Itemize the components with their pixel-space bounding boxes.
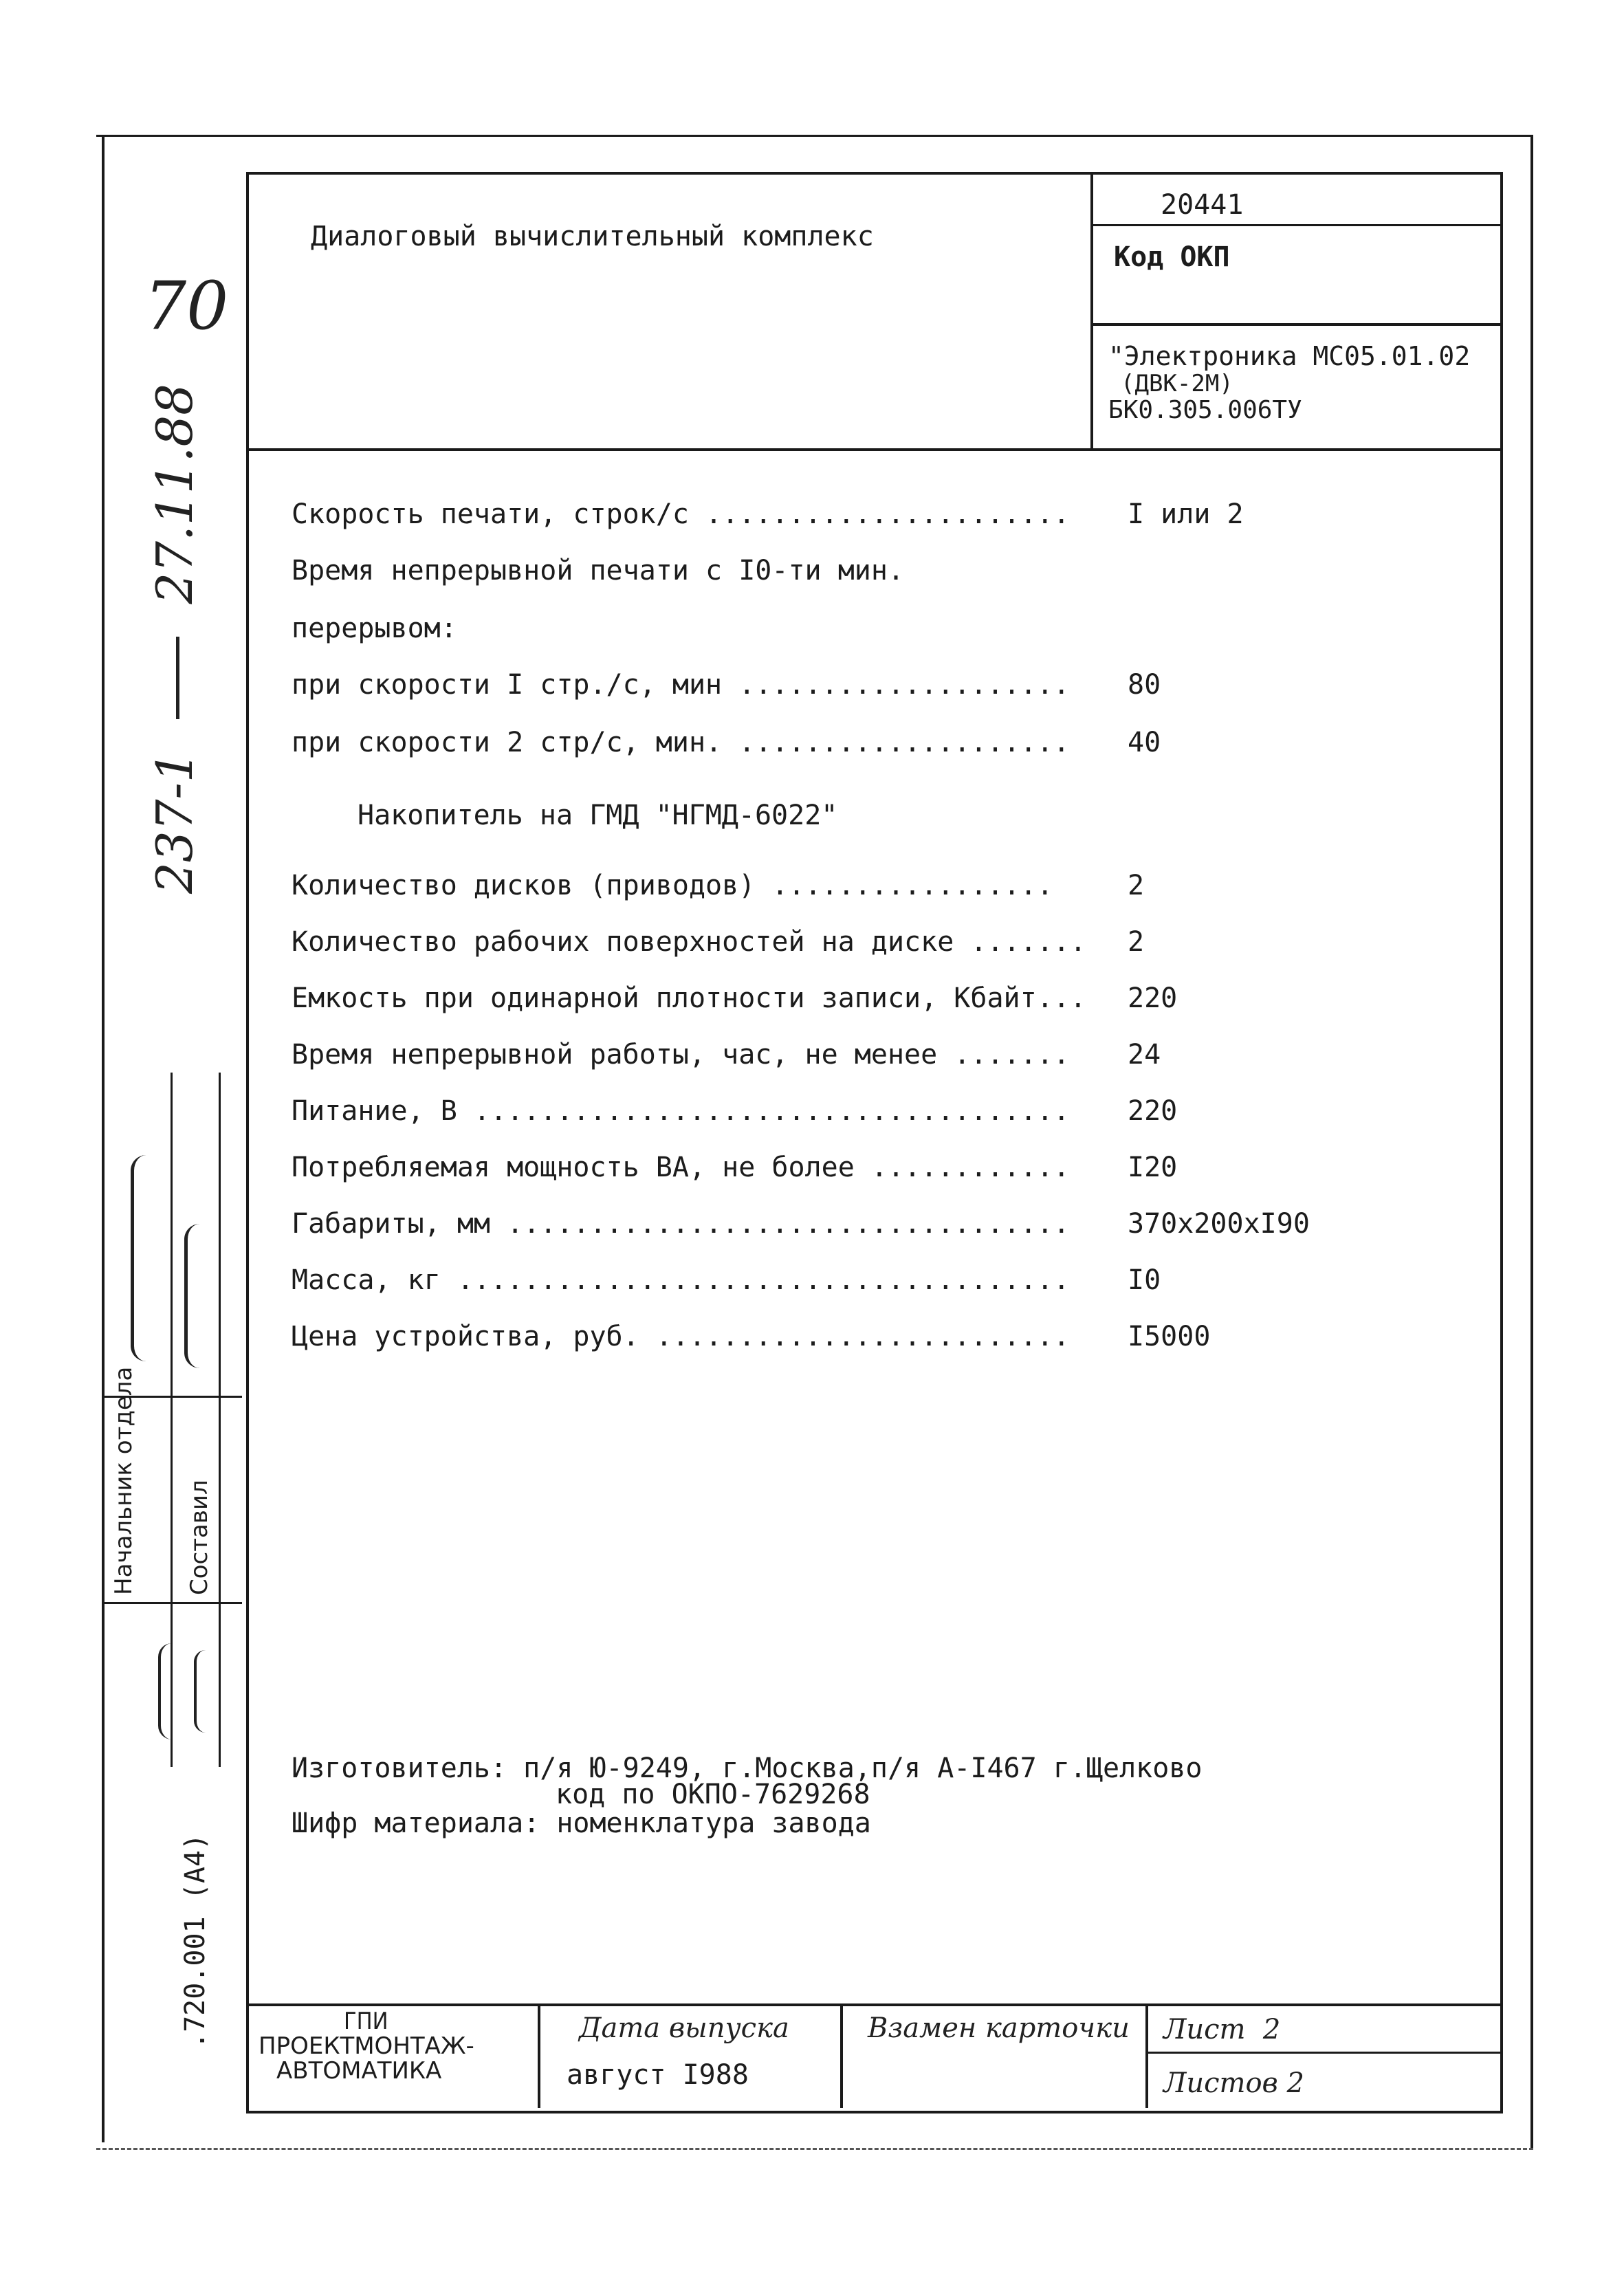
footer-sheet-divider xyxy=(1145,2052,1500,2054)
replaces-card-label: Взамен карточки xyxy=(868,2012,1130,2044)
header-code-line xyxy=(1090,224,1500,226)
spec-row-label: Количество рабочих поверхностей на диске ....... xyxy=(292,926,1086,958)
spec-row-label: Время непрерывной работы, час, не менее ....... xyxy=(292,1039,1070,1070)
spec-row-value: 2 xyxy=(1128,926,1145,958)
model-line-2: (ДВК-2М) xyxy=(1121,370,1233,397)
format-code xyxy=(179,1834,212,2049)
format-code-text: .720.001 (А4) xyxy=(179,1833,211,2049)
footer-col-line-3 xyxy=(1145,2003,1148,2108)
stamp-initials-2 xyxy=(194,1650,217,1733)
model-line-3: БК0.305.006ТУ xyxy=(1108,396,1302,424)
footer-top-line xyxy=(246,2003,1500,2006)
signature-scribble xyxy=(176,637,179,719)
stamp-label-author xyxy=(186,1480,213,1595)
top-edge-line xyxy=(96,135,1533,137)
org-line-1: ГПИ xyxy=(344,2008,388,2035)
speed1-label: при скорости I стр./с, мин .................... xyxy=(292,669,1070,701)
spec-row-label: Масса, кг ..................................... xyxy=(292,1264,1070,1296)
model-line-1: "Электроника МС05.01.02 xyxy=(1108,341,1471,371)
registration-date: 27.11.88 xyxy=(146,384,204,604)
speed2-label: при скорости 2 стр/с, мин. .................... xyxy=(292,727,1070,758)
stamp-label-author-text: Составил xyxy=(186,1480,213,1595)
org-line-3: АВТОМАТИКА xyxy=(276,2057,442,2085)
spec-row-label: Потребляемая мощность ВА, не более ............ xyxy=(292,1152,1070,1183)
footer-col-line-2 xyxy=(840,2003,843,2108)
registration-number: 237-1 xyxy=(146,751,204,894)
registration-note xyxy=(146,384,204,894)
product-class: Диалоговый вычислительный комплекс xyxy=(311,221,874,252)
spec-row-label: Габариты, мм .................................. xyxy=(292,1208,1070,1240)
spec-row-label: Питание, В .................................... xyxy=(292,1095,1070,1127)
stamp-label-head-text: Начальник отдела xyxy=(110,1366,138,1595)
drive-heading: Накопитель на ГМД "НГМД-6022" xyxy=(358,800,838,831)
stamp-vertical-line-2 xyxy=(219,1073,221,1767)
right-edge-line xyxy=(1530,135,1533,2149)
manufacturer-line: Изготовитель: п/я Ю-9249, г.Москва,п/я А-I467 г.Щелково xyxy=(292,1753,1203,1784)
footer-col-line-1 xyxy=(538,2003,540,2108)
speed2-value: 40 xyxy=(1128,727,1161,758)
spec-row-label: Емкость при одинарной плотности записи, Кбайт... xyxy=(292,982,1086,1014)
spec-row-value: I5000 xyxy=(1128,1321,1211,1352)
stamp-signature-1 xyxy=(131,1155,162,1361)
header-vertical-line xyxy=(1090,172,1093,450)
spec-row-value: I0 xyxy=(1128,1264,1161,1296)
print-speed-label: Скорость печати, строк/с ...................... xyxy=(292,498,1070,530)
sheet-number: 70 xyxy=(144,267,229,344)
bottom-edge-line xyxy=(96,2148,1533,2150)
spec-row-label: Количество дисков (приводов) ................. xyxy=(292,870,1053,901)
spec-row-value: 2 xyxy=(1128,870,1145,901)
print-speed-value: I или 2 xyxy=(1128,498,1244,530)
continuous-print-line-1: Время непрерывной печати с I0-ти мин. xyxy=(292,555,905,586)
speed1-value: 80 xyxy=(1128,669,1161,701)
spec-row-label: Цена устройства, руб. ......................... xyxy=(292,1321,1070,1352)
stamp-label-head xyxy=(110,1366,138,1595)
stamp-initials-1 xyxy=(158,1643,186,1739)
release-date-label: Дата выпуска xyxy=(579,2012,789,2044)
stamp-signature-2 xyxy=(184,1224,215,1368)
header-okp-line xyxy=(1090,323,1500,326)
manufacturer-okpo: код по ОКПО-7629268 xyxy=(556,1779,870,1810)
header-bottom-line xyxy=(246,448,1500,451)
release-date-value: август I988 xyxy=(567,2059,749,2091)
spec-row-value: 220 xyxy=(1128,982,1178,1014)
sheet-label: Лист 2 xyxy=(1163,2014,1281,2045)
continuous-print-line-2: перерывом: xyxy=(292,613,457,644)
left-edge-line xyxy=(102,135,105,2142)
sheets-total: Листов 2 xyxy=(1163,2067,1304,2099)
spec-row-value: 370x200xI90 xyxy=(1128,1208,1310,1240)
stamp-divider-line-2 xyxy=(105,1602,242,1604)
spec-row-value: 220 xyxy=(1128,1095,1178,1127)
org-line-2: ПРОЕКТМОНТАЖ- xyxy=(259,2032,474,2060)
material-code: Шифр материала: номенклатура завода xyxy=(292,1808,871,1839)
spec-row-value: I20 xyxy=(1128,1152,1178,1183)
okp-label: Код ОКП xyxy=(1114,241,1230,273)
spec-row-value: 24 xyxy=(1128,1039,1161,1070)
code-number: 20441 xyxy=(1161,189,1244,221)
